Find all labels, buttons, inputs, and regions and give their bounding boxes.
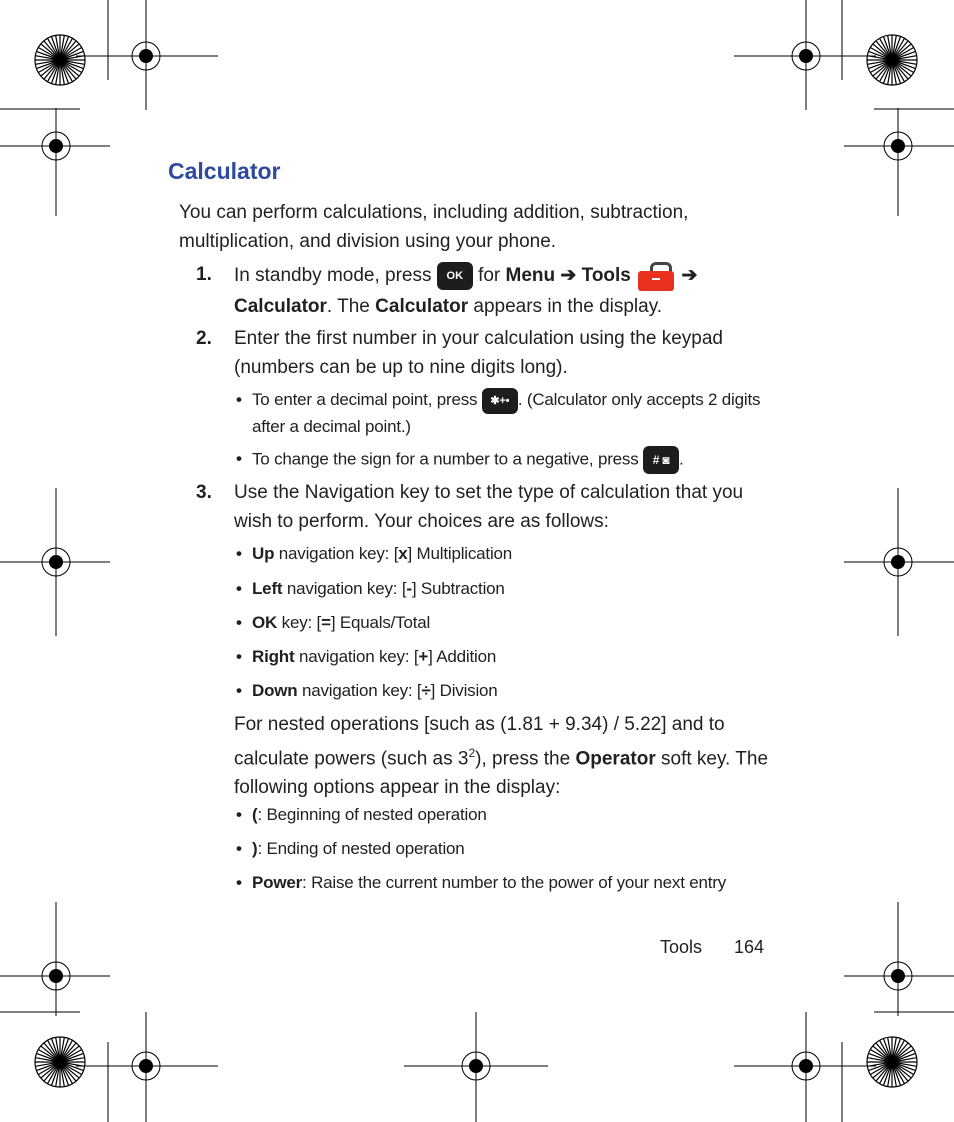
bullet-icon: • xyxy=(236,390,242,409)
superscript: 2 xyxy=(468,746,476,760)
paragraph-text: For nested operations [such as (1.81 + 9.34) / 5.22] and to calculate powers (such as 3 xyxy=(234,714,725,770)
option-text: ] Equals/Total xyxy=(330,613,431,632)
step-1 xyxy=(196,260,766,321)
step-text: In standby mode, press xyxy=(234,265,432,287)
bullet-text: . xyxy=(679,449,684,469)
step-text: Enter the first number in your calculation using the keypad (numbers can be up to nine digits long). xyxy=(234,328,723,378)
tools-label: Tools xyxy=(581,265,631,287)
option-text: : Beginning of nested operation xyxy=(257,805,487,824)
bullet-text: To enter a decimal point, press xyxy=(252,390,478,409)
option-key: Up xyxy=(252,544,275,563)
star-key-icon: ✱+• xyxy=(482,388,518,414)
option-text: navigation key: [ xyxy=(298,647,419,666)
option-text: : Raise the current number to the power of your next entry xyxy=(302,873,727,892)
step-text: Use the Navigation key to set the type of calculation that you wish to perform. Your choices are as follows: xyxy=(234,482,744,532)
paragraph-text: ), press the xyxy=(475,748,571,770)
option-symbol: x xyxy=(398,544,408,563)
step-number: 1. xyxy=(196,264,212,285)
option-text: ] Division xyxy=(430,681,498,700)
option-text: navigation key: [ xyxy=(302,681,422,700)
list-item xyxy=(236,446,766,474)
list-item xyxy=(236,836,766,861)
ok-key-icon: OK xyxy=(437,262,473,290)
bullet-icon: • xyxy=(236,579,242,598)
arrow-icon: ➔ xyxy=(560,265,577,287)
bullet-text: . (Calculator only accepts 2 digits after a decimal point.) xyxy=(252,390,761,436)
nested-operations-paragraph xyxy=(234,710,774,802)
option-symbol: = xyxy=(321,613,331,632)
step-text: appears in the display. xyxy=(473,296,663,317)
option-key: Left xyxy=(252,579,283,598)
option-text: ] Multiplication xyxy=(407,544,513,563)
option-key: Power xyxy=(252,873,303,892)
step-text: . The xyxy=(326,296,370,317)
option-text: navigation key: [ xyxy=(278,544,399,563)
arrow-icon: ➔ xyxy=(681,265,698,287)
toolbox-icon xyxy=(636,260,676,292)
step-number: 3. xyxy=(196,482,212,503)
list-item xyxy=(236,387,766,439)
option-text: : Ending of nested operation xyxy=(257,839,465,858)
page-number: 164 xyxy=(734,937,765,957)
bullet-icon: • xyxy=(236,647,242,666)
option-key: Down xyxy=(252,681,298,700)
paragraph-text: soft key. The following options appear in the display: xyxy=(234,748,769,799)
list-item xyxy=(236,541,766,566)
option-text: ] Addition xyxy=(428,647,497,666)
option-symbol: ÷ xyxy=(421,681,431,700)
list-item xyxy=(236,644,766,669)
intro-paragraph: You can perform calculations, including addition, subtraction, multiplication, and division using your phone. xyxy=(179,202,689,252)
bullet-text: To change the sign for a number to a negative, press xyxy=(252,449,639,469)
option-text: key: [ xyxy=(281,613,322,632)
option-key: ( xyxy=(252,805,258,824)
step-3 xyxy=(196,478,766,536)
option-key: ) xyxy=(252,839,258,858)
calculator-label: Calculator xyxy=(234,296,327,317)
pound-key-icon: # ◙ xyxy=(643,446,679,474)
list-item xyxy=(236,576,766,601)
step-text: for xyxy=(478,265,501,287)
option-text: navigation key: [ xyxy=(286,579,407,598)
step-number: 2. xyxy=(196,328,212,349)
calculator-label: Calculator xyxy=(375,296,469,317)
option-text: ] Subtraction xyxy=(411,579,505,598)
list-item xyxy=(236,610,766,635)
operator-label: Operator xyxy=(575,748,656,770)
bullet-icon: • xyxy=(236,449,242,468)
option-key: OK xyxy=(252,613,278,632)
step-2 xyxy=(196,324,766,382)
bullet-icon: • xyxy=(236,613,242,632)
bullet-icon: • xyxy=(236,805,242,824)
list-item xyxy=(236,870,766,895)
page-title: Calculator xyxy=(168,158,281,184)
bullet-icon: • xyxy=(236,544,242,563)
bullet-icon: • xyxy=(236,681,242,700)
option-key: Right xyxy=(252,647,295,666)
option-symbol: - xyxy=(406,579,412,598)
list-item xyxy=(236,678,766,703)
list-item xyxy=(236,802,766,827)
option-symbol: + xyxy=(418,647,429,666)
bullet-icon: • xyxy=(236,873,242,892)
footer-section: Tools xyxy=(660,937,703,957)
menu-label: Menu xyxy=(505,265,556,287)
bullet-icon: • xyxy=(236,839,242,858)
